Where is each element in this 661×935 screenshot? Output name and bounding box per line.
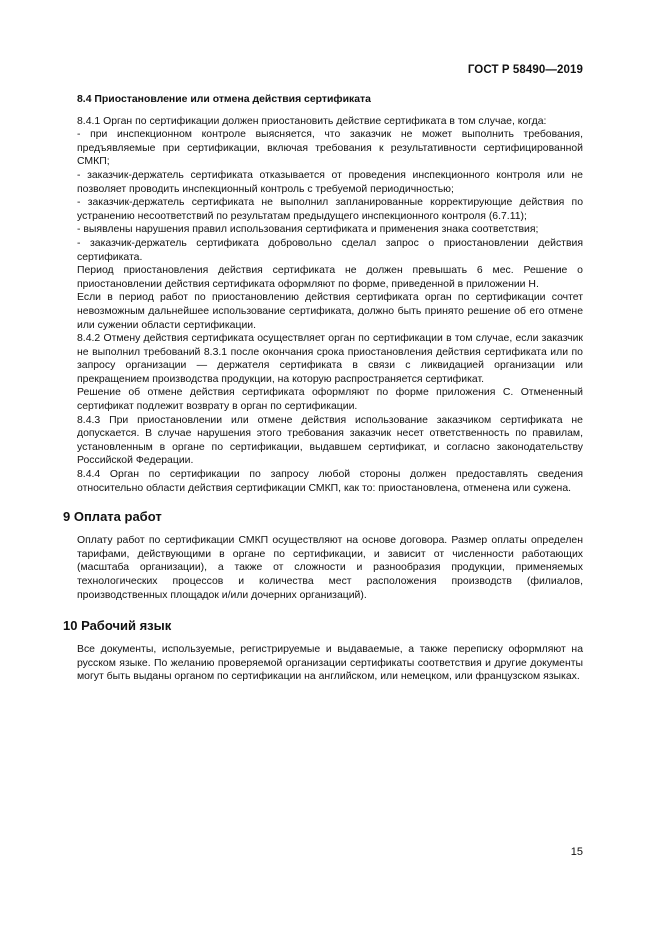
- list-item: - выявлены нарушения правил использования сертификата и применения знака соответствия;: [77, 224, 539, 236]
- document-code: ГОСТ Р 58490—2019: [467, 64, 583, 76]
- subsection-title: 8.4 Приостановление или отмена действия сертификата: [77, 94, 371, 105]
- section-title: 10 Рабочий язык: [63, 618, 172, 634]
- list-item: - заказчик-держатель сертификата добровольно сделал запрос о приостановлении действия сертификата.: [77, 237, 583, 263]
- paragraph: Период приостановления действия сертификата не должен превышать 6 мес. Решение о приостановлении действия сертификата оформляют по форме, приведенной в приложении Н.: [77, 265, 583, 290]
- paragraph: Все документы, используемые, регистрируемые и выдаваемые, а также переписку оформляют на русском языке. По желанию проверяемой организации сертификаты соответствия и другие документы могут быть выданы органом по сертификации на английском, или немецком, или французском языках.: [77, 644, 583, 683]
- paragraph: Если в период работ по приостановлению действия сертификата орган по сертификации сочтет невозможным дальнейшее использование сертификата, должно быть принято решение об его отмене или сужении области сертификации.: [77, 292, 583, 331]
- paragraph: 8.4.4 Орган по сертификации по запросу любой стороны должен предоставлять сведения относительно области действия сертификации СМКП, как то: приостановлена, отменена или сужена.: [77, 469, 583, 494]
- section-title: 9 Оплата работ: [63, 509, 162, 525]
- list-item: - при инспекционном контроле выясняется, что заказчик не может выполнить требования, предъявляемые при сертификации, включая требования к результативности сертифицированной СМКП;: [77, 129, 583, 168]
- paragraph: 8.4.3 При приостановлении или отмене действия использование заказчиком сертификата не допускается. В случае нарушения этого требования заказчик несет ответственность по правилам, установленным в органе по сертификации, выдавшем сертификат, и согласно законодательству Российской Федерации.: [77, 414, 583, 467]
- list-item: - заказчик-держатель сертификата отказывается от проведения инспекционного контроля или не позволяет проводить инспекционный контроль с требуемой периодичностью;: [77, 169, 583, 195]
- subsection-body: [77, 115, 583, 496]
- paragraph: Оплату работ по сертификации СМКП осуществляют на основе договора. Размер оплаты определен тарифами, действующими в органе по сертификации, и зависит от численности работающих (масштаба организации), а также от сложности и разнообразия продукции, применяемых технологических процессов и количества мест расположения производств (филиалов, производственных площадок и/или дочерних организаций).: [77, 535, 583, 601]
- paragraph: 8.4.1 Орган по сертификации должен приостановить действие сертификата в том случае, когда:: [77, 115, 547, 127]
- page-content: [63, 93, 583, 684]
- list-item: - заказчик-держатель сертификата не выполнил запланированные корректирующие действия по устранению несоответствий по результатам предыдущего инспекционного контроля (6.7.11);: [77, 197, 583, 222]
- paragraph: Решение об отмене действия сертификата оформляют по форме приложения С. Отмененный сертификат подлежит возврату в орган по сертификации.: [77, 387, 583, 413]
- page-number: 15: [570, 846, 583, 858]
- paragraph: 8.4.2 Отмену действия сертификата осуществляет орган по сертификации в том случае, если заказчик не выполнил требований 8.3.1 после окончания срока приостановления действия сертификата или по запросу организации — держателя сертификата в связи с ликвидацией организации или прекращением производства продукции, на которую распространяется сертификат.: [77, 333, 583, 385]
